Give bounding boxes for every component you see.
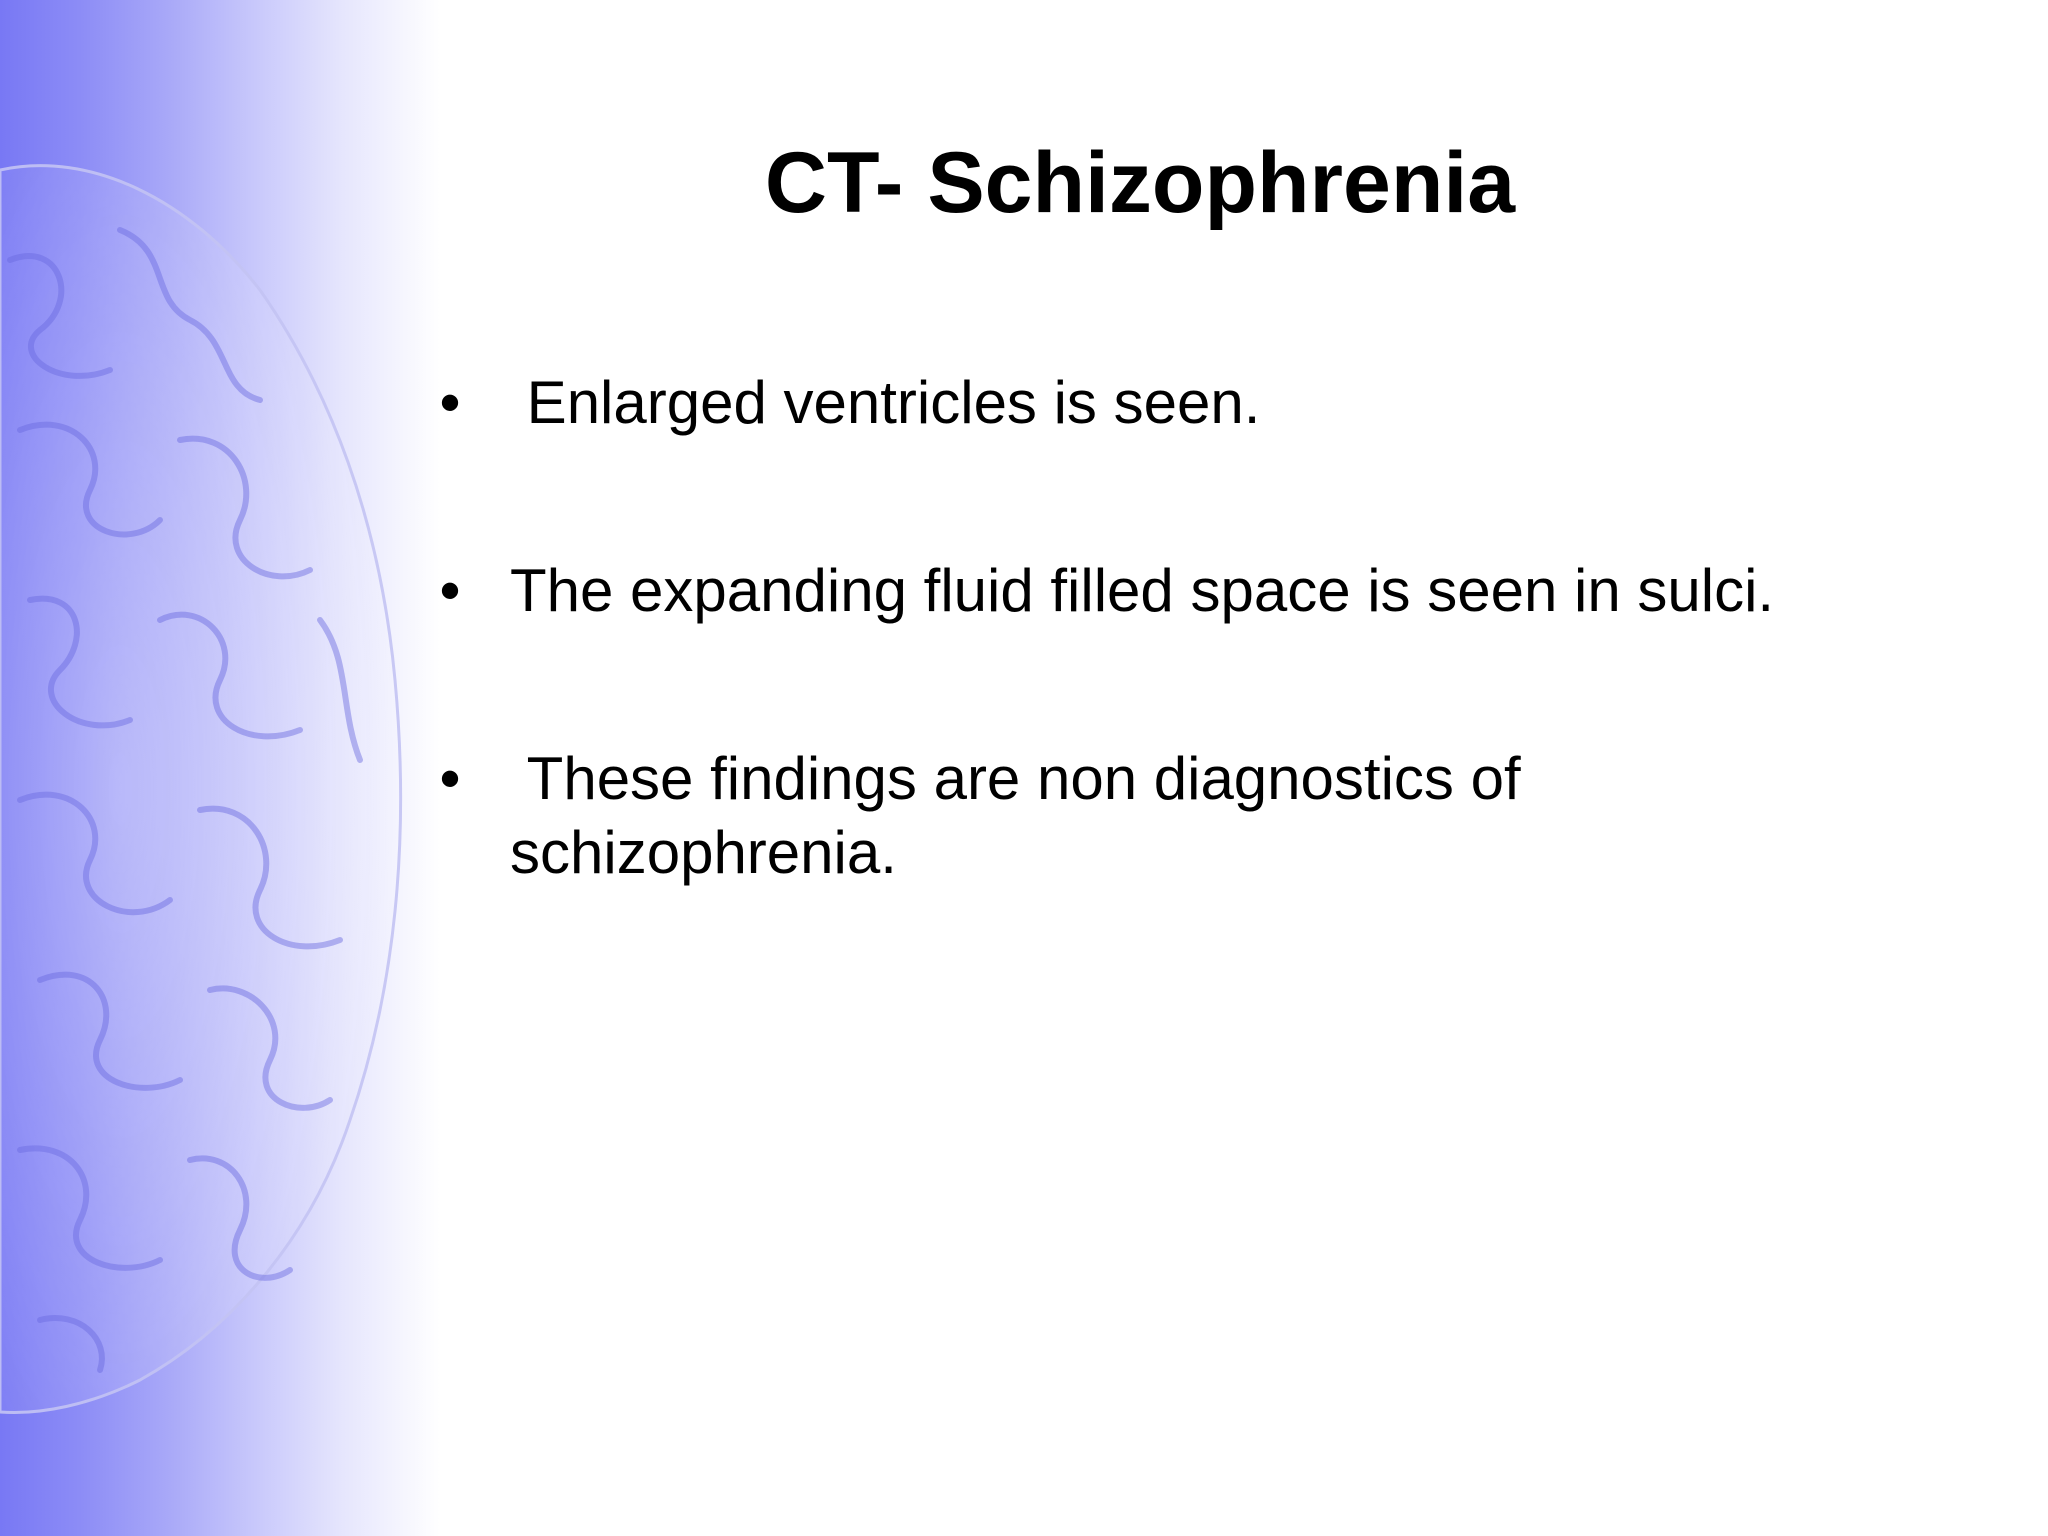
bullet-marker: • [439,369,461,436]
bullet-text: Enlarged ventricles is seen. [510,369,1261,436]
bullet-text: These findings are non diagnostics of schizophrenia. [510,745,1538,886]
slide-title: CT- Schizophrenia [764,135,1516,231]
bullet-item [430,366,2010,440]
bullet-item [430,554,2010,628]
bullet-list [430,366,2010,1004]
bullet-marker: • [439,745,461,812]
bullet-text: The expanding fluid filled space is seen in sulci. [510,557,1775,624]
bullet-item [430,742,2010,890]
brain-illustration [0,0,440,1536]
bullet-marker: • [439,557,461,624]
